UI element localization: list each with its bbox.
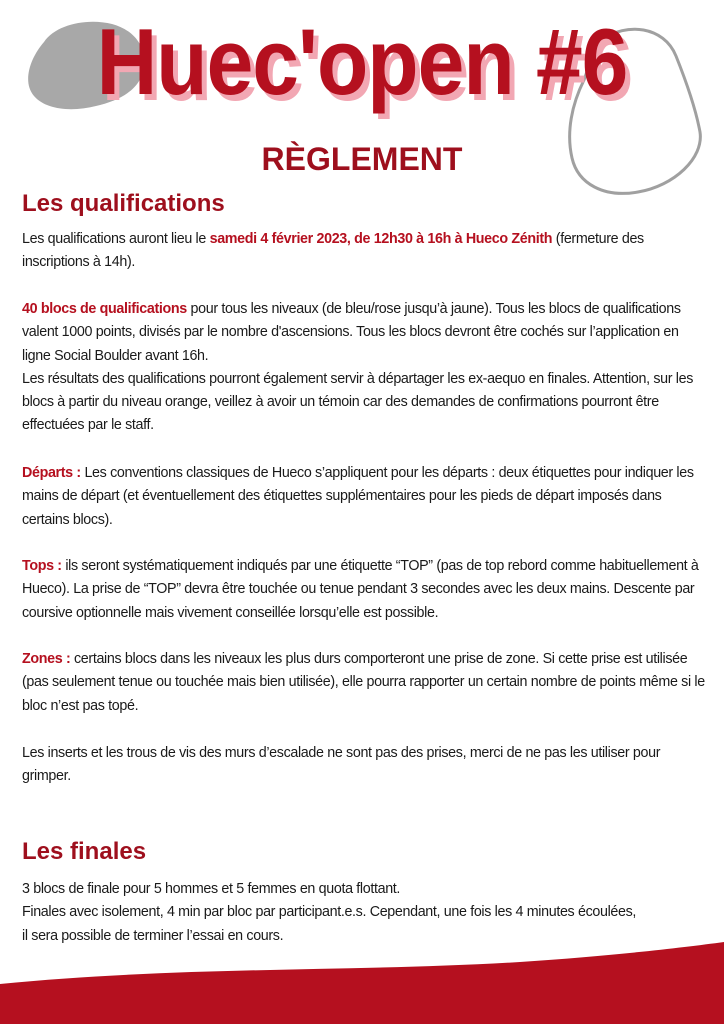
finales-line-3: il sera possible de terminer l’essai en cours. xyxy=(22,927,284,944)
section-heading-finales: Les finales xyxy=(22,838,147,865)
page-subtitle: RÈGLEMENT xyxy=(261,141,463,177)
finales-line-2: Finales avec isolement, 4 min par bloc par participant.e.s. Cependant, une fois les 4 minutes écoulées, xyxy=(22,904,637,921)
inserts-paragraph: Les inserts et les trous de vis des murs d’escalade ne sont pas des prises, merci de ne pas les utiliser pour grimper. xyxy=(22,745,661,785)
qualifications-date-paragraph xyxy=(22,228,708,275)
section-heading-qualifications: Les qualifications xyxy=(22,190,225,217)
departs-paragraph xyxy=(22,462,708,532)
tops-text: ils seront systématiquement indiqués par une étiquette “TOP” (pas de top rebord comme habituellement à Hueco). La prise de “TOP” devra être touchée ou tenue pendant 3 secondes avec les deux mains. Descente par coursive optionnelle mais vivement conseillée lorsqu’elle est possible. xyxy=(22,558,699,621)
date-intro-text: Les qualifications auront lieu le xyxy=(22,231,210,247)
departs-label: Départs : xyxy=(22,465,81,481)
tops-paragraph xyxy=(22,555,708,625)
blocs-text: pour tous les niveaux (de bleu/rose jusqu’à jaune). Tous les blocs de qualifications valent 1000 points, divisés par le nombre d'ascensions. Tous les blocs devront être cochés sur l’application en ligne Social Boulder avant 16h. xyxy=(22,301,681,364)
tops-label: Tops : xyxy=(22,558,62,574)
results-text: Les résultats des qualifications pourront également servir à départager les ex-aequo en finales. Attention, sur les blocs à partir du niveau orange, veillez à avoir un témoin car des demandes de confirmations pourront être effectuées par le staff. xyxy=(22,370,694,434)
departs-text: Les conventions classiques de Hueco s’appliquent pour les départs : deux étiquettes pour indiquer les mains de départ (et éventuellement des étiquettes supplémentaires pour les pieds de départ imposés dans certains blocs). xyxy=(22,465,694,528)
qualifications-blocs-paragraph xyxy=(22,298,708,438)
bottom-wave-decoration xyxy=(0,934,724,1024)
wave-shape xyxy=(0,942,724,1024)
date-outro-text: (fermeture des inscriptions à 14h). xyxy=(22,231,644,271)
date-highlight: samedi 4 février 2023, de 12h30 à 16h à Hueco Zénith xyxy=(209,231,553,247)
blocs-highlight: 40 blocs de qualifications xyxy=(22,301,187,317)
page-title: Huec'open #6 xyxy=(96,9,628,115)
zones-text: certains blocs dans les niveaux les plus durs comporteront une prise de zone. Si cette prise est utilisée (pas seulement tenue ou touchée mais bien utilisée), elle pourra rapporter un certain nombre de points même si le bloc n’est pas topé. xyxy=(22,651,705,714)
zones-paragraph xyxy=(22,648,708,718)
finales-line-1: 3 blocs de finale pour 5 hommes et 5 femmes en quota flottant. xyxy=(22,881,401,897)
zones-label: Zones : xyxy=(22,651,71,667)
